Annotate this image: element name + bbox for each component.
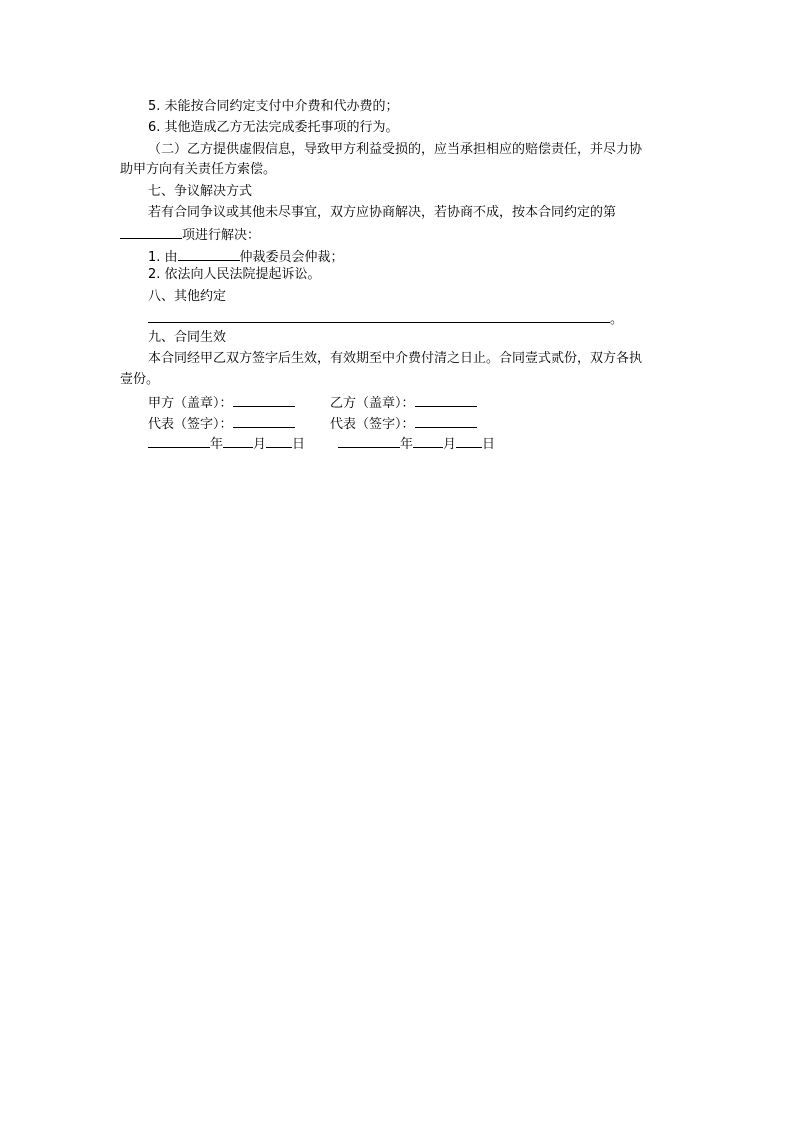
rep-b-sign-field[interactable] — [415, 414, 477, 428]
rep-b-sign-row — [330, 414, 477, 432]
option-1 — [148, 247, 344, 265]
blank-field[interactable] — [120, 225, 182, 239]
item-6: 6. 其他造成乙方无法完成委托事项的行为。 — [148, 120, 399, 135]
party-a-seal-row — [148, 393, 295, 411]
date-a-row — [148, 434, 305, 452]
date-a-day-label: 日 — [292, 437, 306, 452]
section-7-text-line2 — [120, 225, 260, 243]
clause-b-line1: （二）乙方提供虚假信息，导致甲方利益受损的，应当承担相应的赔偿责任，并尽力协 — [148, 142, 643, 157]
clause-b-line2: 助甲方向有关责任方索偿。 — [120, 162, 277, 177]
section-8-end: 。 — [610, 312, 624, 327]
rep-a-sign-label: 代表（签字）： — [148, 417, 233, 432]
date-b-day-field[interactable] — [456, 434, 482, 448]
section-7-title: 七、争议解决方式 — [148, 184, 253, 199]
party-b-seal-label: 乙方（盖章）： — [330, 396, 415, 411]
rep-b-sign-label: 代表（签字）： — [330, 417, 415, 432]
section-7-text-line1: 若有合同争议或其他未尽事宜，双方应协商解决，若协商不成，按本合同约定的第 — [148, 205, 617, 220]
party-b-seal-row — [330, 393, 477, 411]
section-9-text-line1: 本合同经甲乙双方签字后生效，有效期至中介费付清之日止。合同壹式贰份，双方各执 — [148, 351, 643, 366]
date-b-row — [338, 434, 495, 452]
option-1-suffix: 仲裁委员会仲裁； — [239, 250, 344, 265]
party-a-seal-field[interactable] — [233, 393, 295, 407]
other-terms-field[interactable] — [148, 309, 610, 323]
date-a-month-field[interactable] — [223, 434, 253, 448]
rep-a-sign-field[interactable] — [233, 414, 295, 428]
date-b-day-label: 日 — [482, 437, 496, 452]
date-a-day-field[interactable] — [266, 434, 292, 448]
date-b-month-field[interactable] — [413, 434, 443, 448]
date-a-year-field[interactable] — [148, 434, 210, 448]
section-9-text-line2: 壹份。 — [120, 372, 160, 387]
arbitration-committee-field[interactable] — [178, 247, 240, 261]
date-a-month-label: 月 — [253, 437, 267, 452]
option-1-prefix: 1. 由 — [148, 250, 178, 265]
section-8-title: 八、其他约定 — [148, 289, 227, 304]
date-b-year-label: 年 — [400, 437, 414, 452]
date-a-year-label: 年 — [210, 437, 224, 452]
item-5: 5. 未能按合同约定支付中介费和代办费的； — [148, 99, 399, 114]
date-b-month-label: 月 — [443, 437, 457, 452]
section-7-text-line2-suffix: 项进行解决： — [182, 228, 261, 243]
party-a-seal-label: 甲方（盖章）： — [148, 396, 233, 411]
party-b-seal-field[interactable] — [415, 393, 477, 407]
section-8-line — [148, 309, 623, 327]
option-2: 2. 依法向人民法院提起诉讼。 — [148, 267, 321, 282]
rep-a-sign-row — [148, 414, 295, 432]
section-9-title: 九、合同生效 — [148, 330, 227, 345]
date-b-year-field[interactable] — [338, 434, 400, 448]
